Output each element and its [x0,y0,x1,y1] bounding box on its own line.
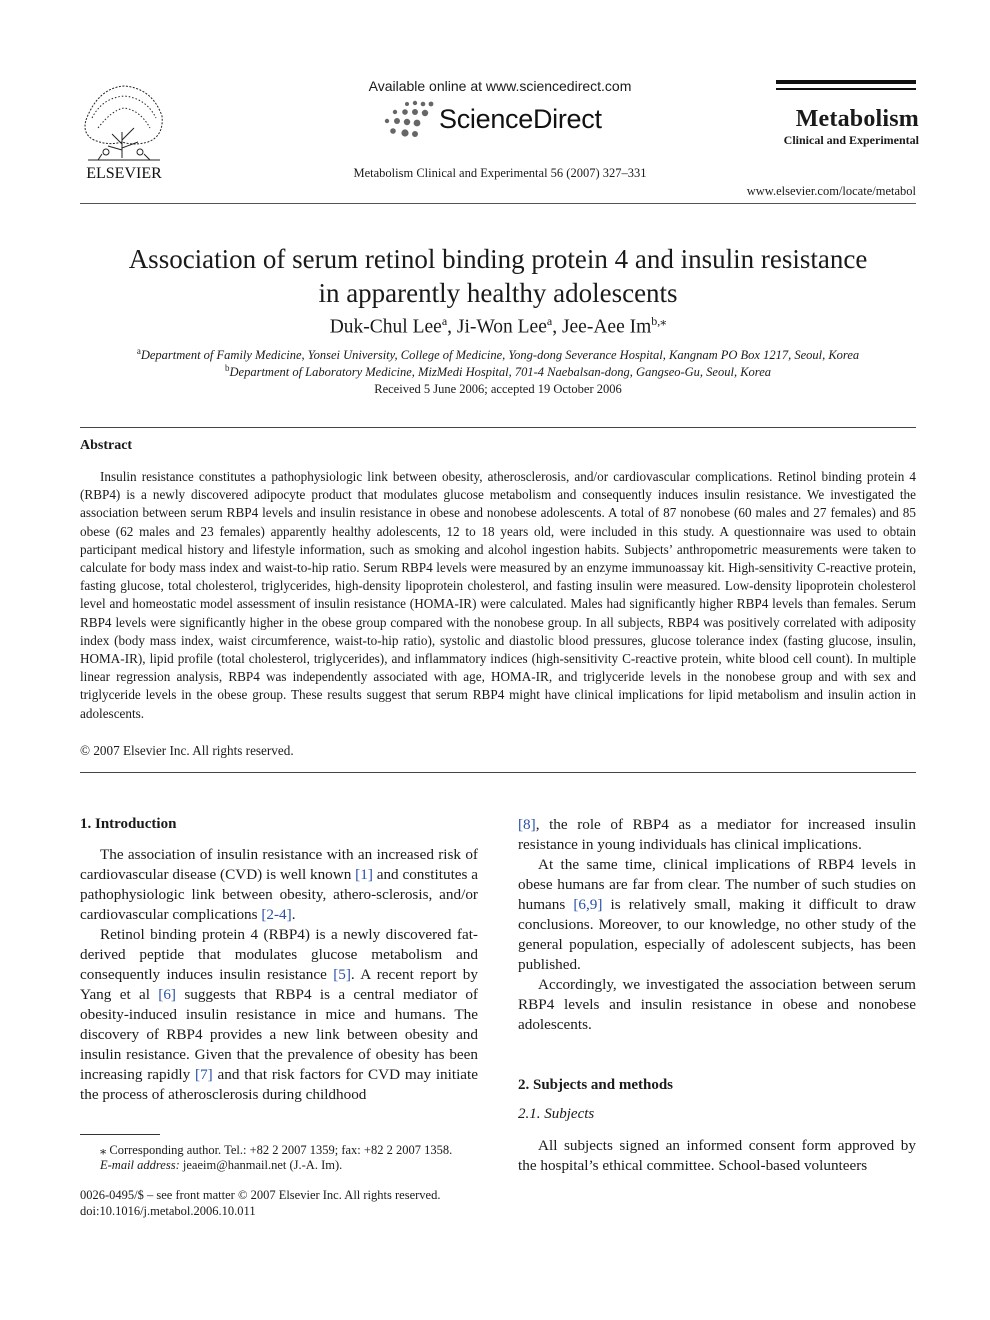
intro-paragraph-1 [80,845,478,925]
elsevier-tree-icon [78,80,170,182]
left-column [80,845,478,1105]
subjects-paragraph-1: All subjects signed an informed consent form approved by the hospital’s ethical committee. School-based volunteers [518,1137,916,1174]
paragraph-text: . A recent report by Yang et al [80,966,478,1003]
doi-line[interactable]: doi:10.1016/j.metabol.2006.10.011 [80,1204,256,1218]
affiliation-a [80,346,916,363]
author-list [80,314,916,339]
sciencedirect-wordmark: ScienceDirect [439,104,602,134]
intro-paragraph-5 [518,975,916,1035]
affiliation-mark: b [225,363,230,373]
elsevier-logo [78,80,170,182]
paragraph-text: . [291,906,296,923]
author-affiliation-mark: b,⁎ [651,314,667,328]
article-title [80,242,916,310]
affiliation-mark: a [136,346,141,356]
paragraph-text: and constitutes a pathophysiologic link between obesity, athero-sclerosis, and/or cardiovascular complications [80,866,479,923]
intro-paragraph-3 [518,815,916,855]
footnote-divider [80,1134,160,1135]
paragraph-text: The association of insulin resistance with an increased risk of cardiovascular disease (CVD) is well known [80,846,478,883]
paragraph-text: , the role of RBP4 as a mediator for increased insulin resistance in young individuals has clinical implications. [518,816,916,853]
abstract-heading: Abstract [80,438,133,453]
title-line-2: in apparently healthy adolescents [318,278,678,308]
citation-link[interactable]: [5] [333,966,351,983]
abstract-body: Insulin resistance constitutes a pathophysiologic link between obesity, atherosclerosis, and/or cardiovascular complications. Retinol binding protein 4 (RBP4) is a newly discovered adipocyte product that modulates glucose metabolism and consequently induces insulin resistance. We investigated the association between serum RBP4 levels and insulin resistance in obese and nonobese adolescents. A total of 87 nonobese (60 males and 27 females) and 85 obese (62 males and 23 females) apparently healthy adolescents, 12 to 18 years old, were included in this study. A questionnaire was used to obtain participant medical history and lifestyle information, such as smoking and alcohol ingestion habits. Subjects’ anthropometric measurements were taken to calculate for body mass index and waist-to-hip ratio. Serum RBP4 levels were measured by an enzyme immunoassay kit. High-sensitivity C-reactive protein, fasting glucose, total cholesterol, triglycerides, high-density lipoprotein cholesterol, and fasting insulin were measured. Low-density lipoprotein cholesterol level and homeostatic model assessment of insulin resistance (HOMA-IR) were calculated. Males had significantly higher RBP4 levels than females. Serum RBP4 levels were significantly higher in the obese group compared with the nonobese group. In all subjects, RBP4 was positively correlated with adiposity index (body mass index, waist circumference, waist-to-hip ratio), systolic and diastolic blood pressures, glucose tolerance index (fasting glucose, insulin, HOMA-IR), lipid profile (total cholesterol, triglycerides), and inflammatory indices (high-sensitivity C-reactive protein, white blood cell count). In multiple linear regression analysis, RBP4 was independently associated with age, HOMA-IR, and triglyceride levels in the nonobese group and with sex and triglyceride levels in the obese group. These results suggest that serum RBP4 might have clinical implications for lipid metabolism and insulin action in adolescents. [80,469,916,721]
paragraph-text: and that risk factors for CVD may initiate the process of atherosclerosis during childhood [80,1066,479,1103]
author-name: Ji-Won Lee [456,316,547,338]
sciencedirect-logo [383,98,623,142]
paragraph-text: Retinol binding protein 4 (RBP4) is a newly discovered fat-derived peptide that modulates glucose metabolism and consequently induces insulin resistance [80,926,478,983]
citation-link[interactable]: [2-4] [261,906,292,923]
author-name: Duk-Chul Lee [329,316,442,338]
header-divider [80,203,916,204]
citation-link[interactable]: [6] [158,986,176,1003]
email-value[interactable]: jeaeim@hanmail.net (J.-A. Im). [179,1158,343,1172]
title-line-1: Association of serum retinol binding protein 4 and insulin resistance [128,244,868,274]
citation-link[interactable]: [1] [355,866,373,883]
paragraph-text: suggests that RBP4 is a central mediator of obesity-induced insulin resistance in mice and humans. The discovery of RBP4 provides a new link between obesity and insulin resistance. Given that the prevalence of obesity has been increasing rapidly [80,986,478,1083]
journal-logo-rule [776,88,916,90]
journal-citation: Metabolism Clinical and Experimental 56 (2007) 327–331 [353,166,647,180]
received-dates: Received 5 June 2006; accepted 19 October 2006 [374,382,622,396]
subjects-column [518,1136,916,1176]
author-affiliation-mark: a [441,314,448,328]
elsevier-wordmark: ELSEVIER [86,165,162,182]
affiliation-text: Department of Laboratory Medicine, MizMedi Hospital, 701-4 Naebalsan-dong, Gangseo-Gu, Seoul, Korea [229,365,771,380]
author-separator: , [447,316,457,338]
available-online-text: Available online at www.sciencedirect.com [368,78,632,94]
author-separator: , [552,316,562,338]
journal-logo-rule [776,80,916,84]
email-label: E-mail address: [100,1158,180,1172]
paragraph-text: is relatively small, making it difficult to draw conclusions. Moreover, to our knowledge, no other study of the general population, especially of adolescent subjects, has been published. [518,896,916,973]
abstract-copyright: © 2007 Elsevier Inc. All rights reserved. [80,743,294,758]
intro-paragraph-2 [80,925,478,1105]
citation-link[interactable]: [7] [195,1066,213,1083]
right-column [518,815,916,1035]
paragraph-text: Accordingly, we investigated the association between serum RBP4 levels and insulin resistance in obese and nonobese adolescents. [518,976,916,1033]
methods-heading: 2. Subjects and methods [518,1077,674,1093]
author-affiliation-mark: a [546,314,553,328]
corresponding-author-note: ⁎ Corresponding author. Tel.: +82 2 2007 1359; fax: +82 2 2007 1358. [100,1143,453,1157]
subjects-subheading: 2.1. Subjects [518,1106,595,1122]
citation-link[interactable]: [6,9] [573,896,603,913]
intro-paragraph-4 [518,855,916,975]
email-footnote [100,1158,342,1173]
abstract-divider-top [80,427,916,428]
journal-subtitle: Clinical and Experimental [783,133,919,147]
issn-line: 0026-0495/$ – see front matter © 2007 Elsevier Inc. All rights reserved. [80,1188,441,1202]
citation-link[interactable]: [8] [518,816,536,833]
abstract-divider-bottom [80,772,916,773]
affiliation-b [80,363,916,380]
author-name: Jee-Aee Im [561,316,652,338]
sciencedirect-dots-icon [383,98,439,142]
affiliation-text: Department of Family Medicine, Yonsei University, College of Medicine, Yong-dong Severance Hospital, Kangnam PO Box 1217, Seoul, Korea [140,348,860,363]
journal-url[interactable]: www.elsevier.com/locate/metabol [746,184,916,198]
introduction-heading: 1. Introduction [80,816,177,832]
paragraph-text: At the same time, clinical implications of RBP4 levels in obese humans are far from clear. The number of such studies on humans [518,856,916,913]
journal-title: Metabolism [795,106,919,132]
